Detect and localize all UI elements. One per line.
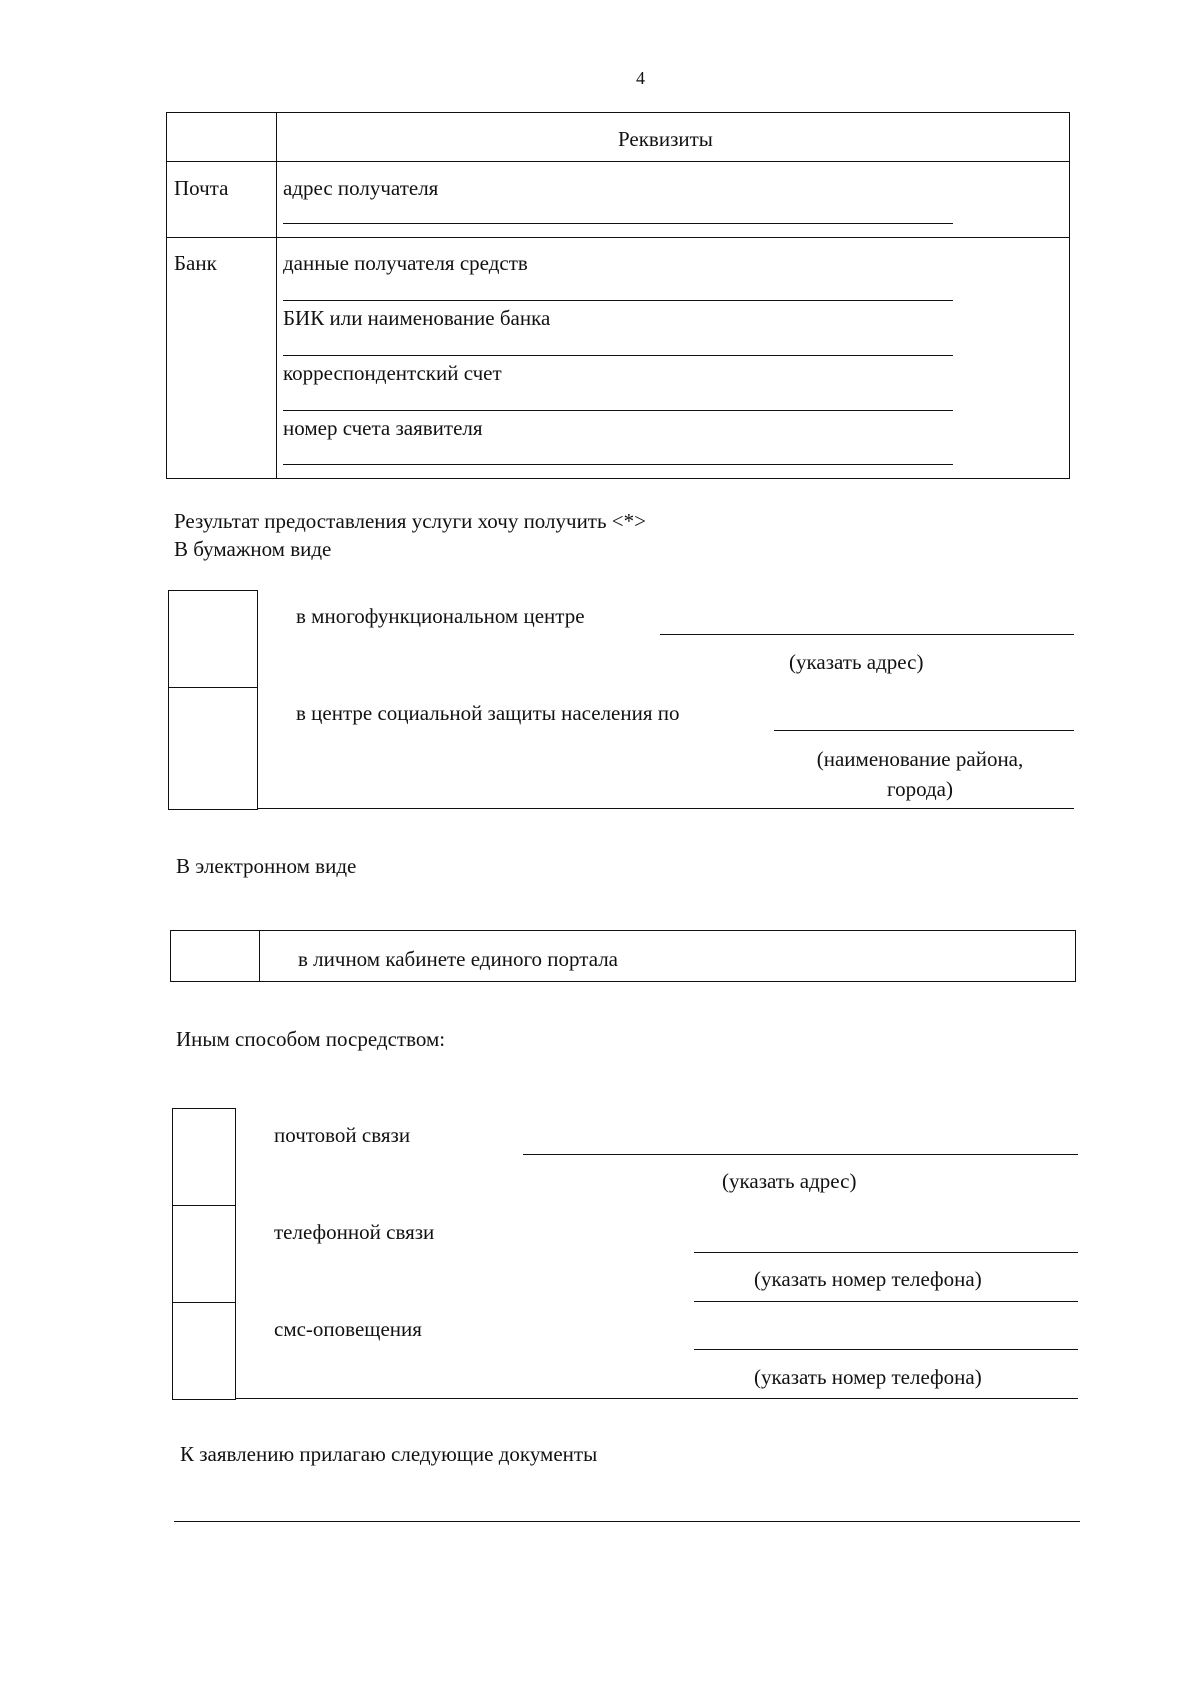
requisites-header-divider (166, 161, 1070, 162)
mfc-address-line[interactable] (660, 634, 1074, 635)
bank-field-label: корреспондентский счет (283, 361, 502, 385)
attachments-line[interactable] (174, 1521, 1080, 1522)
bank-field-line[interactable] (283, 300, 953, 301)
social-center-label: в центре социальной защиты населения по (296, 701, 680, 725)
sms-label: смс-оповещения (274, 1317, 422, 1341)
electronic-heading: В электронном виде (176, 854, 357, 878)
bank-field-line[interactable] (283, 410, 953, 411)
portal-checkbox[interactable] (172, 932, 258, 980)
social-center-district-line[interactable] (774, 730, 1074, 731)
sms-hint: (указать номер телефона) (754, 1365, 982, 1389)
bank-field-line[interactable] (283, 355, 953, 356)
mail-recipient-address-label: адрес получателя (283, 176, 439, 200)
mfc-label: в многофункциональном центре (296, 604, 585, 628)
bank-row-label: Банк (174, 251, 217, 275)
bank-field-label: номер счета заявителя (283, 416, 483, 440)
bank-field-label: данные получателя средств (283, 251, 528, 275)
social-center-checkbox[interactable] (170, 689, 256, 808)
phone-checkbox[interactable] (174, 1207, 234, 1301)
post-address-line[interactable] (523, 1154, 1078, 1155)
other-checkbox-divider (172, 1205, 236, 1206)
phone-hint-underline (694, 1301, 1078, 1302)
requisites-header: Реквизиты (618, 127, 713, 151)
social-center-hint (790, 744, 1050, 804)
portal-label: в личном кабинете единого портала (298, 947, 619, 971)
mfc-hint: (указать адрес) (789, 650, 924, 674)
bank-field-line[interactable] (283, 464, 953, 465)
social-center-hint-line1: (наименование района, (816, 747, 1024, 771)
phone-label: телефонной связи (274, 1220, 435, 1244)
bank-field-label: БИК или наименование банка (283, 306, 551, 330)
mfc-checkbox[interactable] (170, 592, 256, 686)
paper-checkbox-divider (168, 687, 258, 688)
requisites-table-column-divider (276, 112, 277, 479)
other-heading: Иным способом посредством: (176, 1027, 446, 1051)
page-number: 4 (636, 68, 645, 88)
paper-heading: В бумажном виде (174, 537, 332, 561)
social-center-hint-line2: города) (887, 777, 953, 801)
other-bottom-line (236, 1398, 1078, 1399)
sms-number-line[interactable] (694, 1349, 1078, 1350)
portal-row-divider (259, 930, 260, 982)
sms-checkbox[interactable] (174, 1304, 234, 1398)
post-checkbox[interactable] (174, 1110, 234, 1204)
paper-bottom-line (258, 808, 1074, 809)
phone-hint: (указать номер телефона) (754, 1267, 982, 1291)
phone-number-line[interactable] (694, 1252, 1078, 1253)
other-checkbox-divider (172, 1302, 236, 1303)
mail-recipient-address-line[interactable] (283, 223, 953, 224)
post-label: почтовой связи (274, 1123, 411, 1147)
attachments-label: К заявлению прилагаю следующие документы (180, 1442, 598, 1466)
mail-row-label: Почта (174, 176, 229, 200)
result-intro: Результат предоставления услуги хочу получить <*> (174, 509, 646, 533)
requisites-mail-divider (166, 237, 1070, 238)
post-hint: (указать адрес) (722, 1169, 857, 1193)
